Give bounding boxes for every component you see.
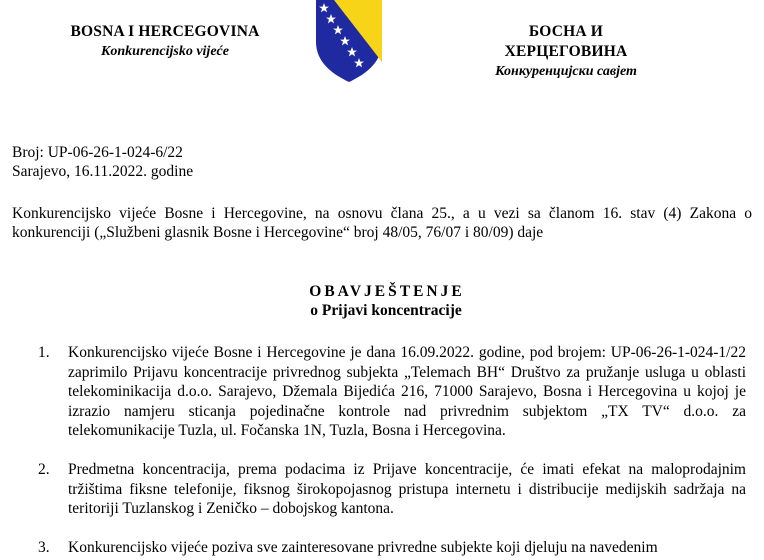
list-item-text: Predmetna koncentracija, prema podacima iz Prijave koncentracije, će imati efekat na maloprodajnim tržištima fiksne telefonije, fiksnog širokopojasnog pristupa internetu i distribucije medijskih sadržaja na teritoriji Tuzlanskog i Zeničko – dobojskog kantona. [68, 461, 746, 517]
reference-block [12, 143, 193, 181]
reference-number: Broj: UP-06-26-1-024-6/22 [12, 144, 183, 161]
header-left-title: BOSNA I HERCEGOVINA [70, 23, 260, 40]
reference-place-date: Sarajevo, 16.11.2022. godine [12, 163, 194, 180]
notice-subtitle: o Prijavi koncentracije [310, 302, 462, 319]
header-left-subtitle: Konkurencijsko vijeće [101, 44, 229, 59]
header-right-block [468, 22, 664, 82]
list-item [38, 460, 746, 519]
list-item-text: Konkurencijsko vijeće poziva sve zainteresovane privredne subjekte koji djeluju na navedenim [68, 539, 658, 556]
coat-of-arms-icon [314, 0, 384, 82]
list-item-number: 1. [38, 344, 50, 361]
header-left-block [60, 22, 270, 62]
list-item-number: 2. [38, 461, 50, 478]
header-right-title: БОСНА И ХЕРЦЕГОВИНА [504, 23, 628, 60]
list-item [38, 538, 746, 558]
list-item-number: 3. [38, 539, 50, 556]
intro-paragraph [12, 204, 752, 242]
notice-title: OBAVJEŠTENJE [309, 283, 465, 300]
header-right-subtitle: Конкуренцијски савјет [495, 64, 637, 79]
intro-text: Konkurencijsko vijeće Bosne i Hercegovine, na osnovu člana 25., a u vezi sa članom 16. stav (4) Zakona o konkurenciji („Službeni glasnik Bosne i Hercegovine“ broj 48/05, 76/07 i 80/09) daje [12, 205, 752, 241]
list-item [38, 343, 746, 441]
list-item-text: Konkurencijsko vijeće Bosne i Hercegovine je dana 16.09.2022. godine, pod brojem: UP-06-26-1-024-1/22 zaprimilo Prijavu koncentracije privrednog subjekta „Telemach BH“ Društvo za pružanje usluga u oblasti telekominikacija d.o.o. Sarajevo, Džemala Bijedića 216, 71000 Sarajevo, Bosna i Hercegovina u kojoj je izrazio namjeru sticanja pojedinačne kontrole nad privrednim subjektom „TX TV“ d.o.o. za telekomunikacije Tuzla, ul. Fočanska 1N, Tuzla, Bosna i Hercegovina. [68, 344, 746, 439]
